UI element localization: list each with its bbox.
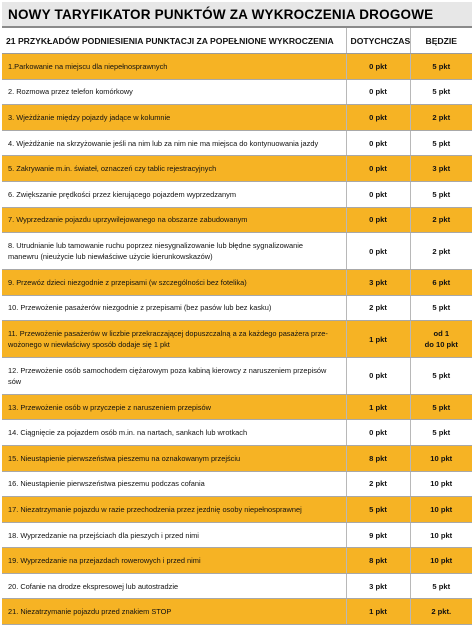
table-row bbox=[2, 599, 472, 625]
row-future-points: 5 pkt bbox=[410, 357, 472, 394]
row-description: 13. Przewożenie osób w przyczepie z naruszeniem przepisów bbox=[2, 394, 346, 420]
row-description: 3. Wjeżdżanie między pojazdy jadące w kolumnie bbox=[2, 105, 346, 131]
table-row bbox=[2, 105, 472, 131]
row-description: 6. Zwiększanie prędkości przez kierującego pojazdem wyprzedzanym bbox=[2, 181, 346, 207]
row-future-points: 10 pkt bbox=[410, 497, 472, 523]
row-current-points: 1 pkt bbox=[346, 599, 410, 625]
table-row bbox=[2, 269, 472, 295]
title-bar bbox=[2, 2, 472, 28]
row-current-points: 0 pkt bbox=[346, 233, 410, 270]
row-description-line: sów bbox=[8, 376, 22, 386]
row-future-points: 5 pkt bbox=[410, 79, 472, 105]
row-future-points: 3 pkt bbox=[410, 156, 472, 182]
row-description: 15. Nieustąpienie pierwszeństwa pieszemu na oznakowanym przejściu bbox=[2, 445, 346, 471]
row-description-line: manewru (nieużycie lub niewłaściwe użycie kierunkowskazów) bbox=[8, 252, 213, 262]
row-future-points: 5 pkt bbox=[410, 181, 472, 207]
row-current-points: 5 pkt bbox=[346, 497, 410, 523]
row-description: 18. Wyprzedzanie na przejściach dla pieszych i przed nimi bbox=[2, 522, 346, 548]
row-future-points: 6 pkt bbox=[410, 269, 472, 295]
row-current-points: 2 pkt bbox=[346, 471, 410, 497]
row-current-points: 0 pkt bbox=[346, 156, 410, 182]
table-row bbox=[2, 207, 472, 233]
row-current-points: 3 pkt bbox=[346, 573, 410, 599]
header-future: BĘDZIE bbox=[410, 28, 472, 54]
row-description: 7. Wyprzedzanie pojazdu uprzywilejowanego na obszarze zabudowanym bbox=[2, 207, 346, 233]
row-description: 10. Przewożenie pasażerów niezgodnie z przepisami (bez pasów lub bez kasku) bbox=[2, 295, 346, 321]
row-current-points: 0 pkt bbox=[346, 357, 410, 394]
row-current-points: 0 pkt bbox=[346, 79, 410, 105]
table-row bbox=[2, 497, 472, 523]
row-future-points: 5 pkt bbox=[410, 54, 472, 80]
row-current-points: 0 pkt bbox=[346, 207, 410, 233]
tariff-table bbox=[2, 28, 472, 625]
row-description: 1.Parkowanie na miejscu dla niepełnosprawnych bbox=[2, 54, 346, 80]
row-current-points: 8 pkt bbox=[346, 548, 410, 574]
row-description: 9. Przewóz dzieci niezgodnie z przepisami (w szczególności bez fotelika) bbox=[2, 269, 346, 295]
row-description: 20. Cofanie na drodze ekspresowej lub autostradzie bbox=[2, 573, 346, 599]
table-row bbox=[2, 130, 472, 156]
row-future-points: 10 pkt bbox=[410, 471, 472, 497]
row-current-points: 0 pkt bbox=[346, 105, 410, 131]
table-row bbox=[2, 394, 472, 420]
table-header-row bbox=[2, 28, 472, 54]
table-row bbox=[2, 357, 472, 394]
row-current-points: 0 pkt bbox=[346, 54, 410, 80]
row-description-line: 8. Utrudnianie lub tamowanie ruchu poprzez niesygnalizowanie lub błędne sygnalizowanie bbox=[8, 241, 303, 251]
row-description-line: wożonego w niewłaściwy sposób dodaje się 1 pkt bbox=[8, 340, 170, 350]
row-description: 5. Zakrywanie m.in. świateł, oznaczeń czy tablic rejestracyjnych bbox=[2, 156, 346, 182]
table-row bbox=[2, 420, 472, 446]
table-row bbox=[2, 445, 472, 471]
table-row bbox=[2, 233, 472, 270]
row-current-points: 1 pkt bbox=[346, 321, 410, 358]
row-current-points: 0 pkt bbox=[346, 181, 410, 207]
row-future-points: 10 pkt bbox=[410, 522, 472, 548]
row-description: 17. Niezatrzymanie pojazdu w razie przechodzenia przez jezdnię osoby niepełnosprawnej bbox=[2, 497, 346, 523]
row-current-points: 1 pkt bbox=[346, 394, 410, 420]
row-description: 19. Wyprzedzanie na przejazdach rowerowych i przed nimi bbox=[2, 548, 346, 574]
row-future-points bbox=[410, 321, 472, 358]
header-current: DOTYCHCZAS bbox=[346, 28, 410, 54]
table-row bbox=[2, 79, 472, 105]
row-future-points: 5 pkt bbox=[410, 420, 472, 446]
table-row bbox=[2, 548, 472, 574]
row-future-points: 5 pkt bbox=[410, 295, 472, 321]
table-row bbox=[2, 321, 472, 358]
row-current-points: 2 pkt bbox=[346, 295, 410, 321]
row-description-line: 12. Przewożenie osób samochodem ciężarowym poza kabiną kierowcy z naruszeniem przepisów bbox=[8, 365, 327, 375]
table-row bbox=[2, 471, 472, 497]
tariff-table-container bbox=[2, 2, 472, 625]
row-future-points: 5 pkt bbox=[410, 394, 472, 420]
page-title: NOWY TARYFIKATOR PUNKTÓW ZA WYKROCZENIA DROGOWE bbox=[8, 6, 434, 22]
row-future-points: 2 pkt bbox=[410, 105, 472, 131]
row-description bbox=[2, 321, 346, 358]
table-row bbox=[2, 181, 472, 207]
table-row bbox=[2, 573, 472, 599]
row-description: 4. Wjeżdżanie na skrzyżowanie jeśli na nim lub za nim nie ma miejsca do kontynuowania jazdy bbox=[2, 130, 346, 156]
row-description-line: 11. Przewożenie pasażerów w liczbie przekraczającej dopuszczalną a za każdego pasażera prze- bbox=[8, 329, 328, 339]
table-row bbox=[2, 156, 472, 182]
table-row bbox=[2, 54, 472, 80]
row-future-points: 5 pkt bbox=[410, 573, 472, 599]
header-description: 21 PRZYKŁADÓW PODNIESIENIA PUNKTACJI ZA POPEŁNIONE WYKROCZENIA bbox=[2, 28, 346, 54]
row-future-line: od 1 bbox=[433, 329, 450, 339]
row-future-points: 2 pkt bbox=[410, 207, 472, 233]
row-future-points: 5 pkt bbox=[410, 130, 472, 156]
row-future-points: 10 pkt bbox=[410, 548, 472, 574]
row-current-points: 8 pkt bbox=[346, 445, 410, 471]
row-future-points: 10 pkt bbox=[410, 445, 472, 471]
row-future-points: 2 pkt bbox=[410, 233, 472, 270]
row-future-points: 2 pkt. bbox=[410, 599, 472, 625]
row-current-points: 0 pkt bbox=[346, 130, 410, 156]
row-description: 21. Niezatrzymanie pojazdu przed znakiem STOP bbox=[2, 599, 346, 625]
row-description: 2. Rozmowa przez telefon komórkowy bbox=[2, 79, 346, 105]
row-current-points: 3 pkt bbox=[346, 269, 410, 295]
table-row bbox=[2, 295, 472, 321]
row-description: 16. Nieustąpienie pierwszeństwa pieszemu podczas cofania bbox=[2, 471, 346, 497]
row-current-points: 9 pkt bbox=[346, 522, 410, 548]
row-description bbox=[2, 357, 346, 394]
row-future-line: do 10 pkt bbox=[424, 340, 458, 350]
row-current-points: 0 pkt bbox=[346, 420, 410, 446]
table-row bbox=[2, 522, 472, 548]
row-description bbox=[2, 233, 346, 270]
row-description: 14. Ciągnięcie za pojazdem osób m.in. na nartach, sankach lub wrotkach bbox=[2, 420, 346, 446]
